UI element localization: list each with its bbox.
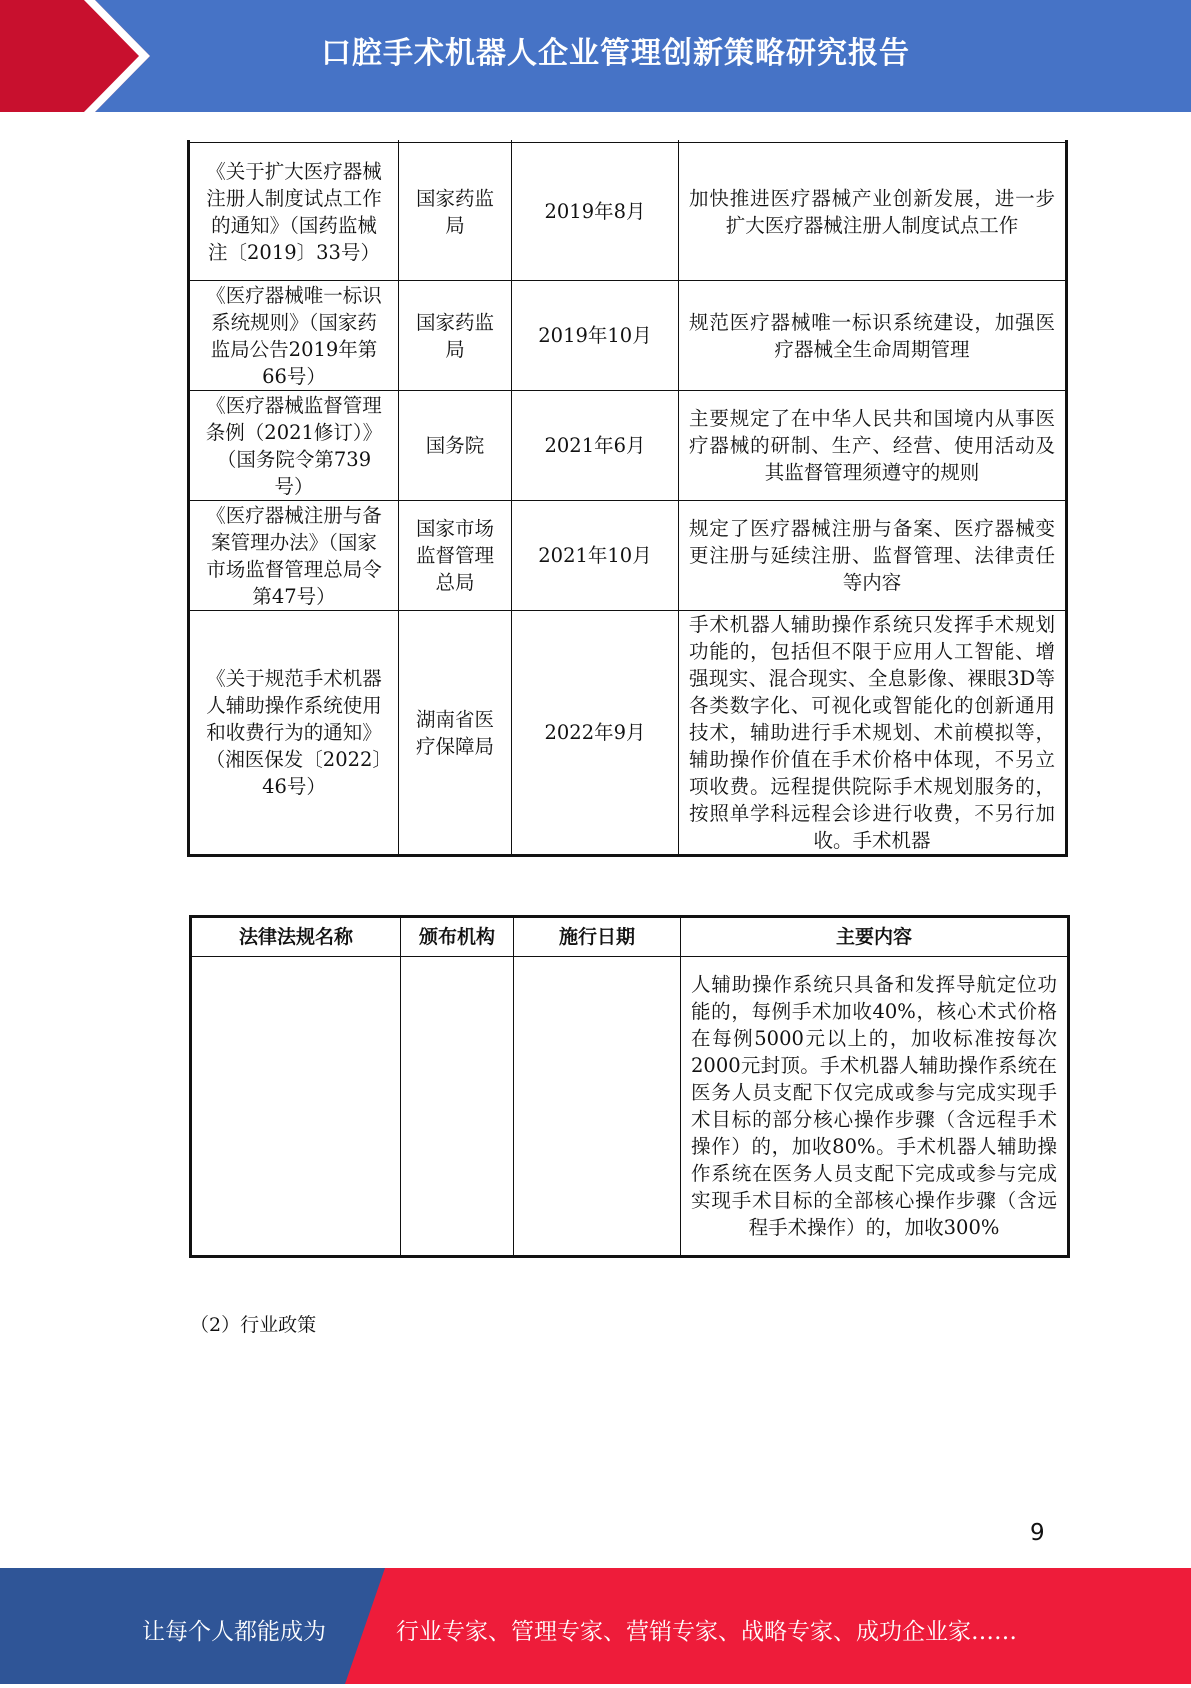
- regulations-table: [189, 915, 1070, 1258]
- table-row: [189, 501, 1067, 611]
- content-cell: 规范医疗器械唯一标识系统建设，加强医疗器械全生命周期管理: [679, 281, 1067, 391]
- table-header-row: [191, 917, 1069, 957]
- content-cell: 人辅助操作系统只具备和发挥导航定位功能的，每例手术加收40%，核心术式价格在每例5000元以上的，加收标准按每次2000元封顶。手术机器人辅助操作系统在医务人员支配下仅完成或参与完成实现手术目标的部分核心操作步骤（含远程手术操作）的，加收80%。手术机器人辅助操作系统在医务人员支配下完成或参与完成实现手术目标的全部核心操作步骤（含远程手术操作）的，加收300%: [681, 957, 1069, 1257]
- col-header-date: 施行日期: [514, 917, 681, 957]
- content-cell: 手术机器人辅助操作系统只发挥手术规划功能的，包括但不限于应用人工智能、增强现实、混合现实、全息影像、裸眼3D等各类数字化、可视化或智能化的创新通用技术，辅助进行手术规划、术前模拟等，辅助操作价值在手术价格中体现，不另立项收费。远程提供院际手术规划服务的，按照单学科远程会诊进行收费，不另行加收。手术机器: [679, 611, 1067, 856]
- table-row: [191, 957, 1069, 1257]
- table-row: [189, 281, 1067, 391]
- table-row: [189, 143, 1067, 281]
- table-row: [189, 611, 1067, 856]
- content-cell: 主要规定了在中华人民共和国境内从事医疗器械的研制、生产、经营、使用活动及其监督管理须遵守的规则: [679, 391, 1067, 501]
- footer-slogan-left: 让每个人都能成为: [142, 1619, 326, 1645]
- col-header-agency: 颁布机构: [401, 917, 514, 957]
- content-cell: 规定了医疗器械注册与备案、医疗器械变更注册与延续注册、监督管理、法律责任等内容: [679, 501, 1067, 611]
- col-header-content: 主要内容: [681, 917, 1069, 957]
- law-name-cell: 《医疗器械监督管理条例（2021修订）》（国务院令第739号）: [189, 391, 399, 501]
- date-cell: [514, 957, 681, 1257]
- date-cell: 2019年10月: [512, 281, 679, 391]
- section-heading: （2）行业政策: [190, 1314, 317, 1336]
- date-cell: 2021年6月: [512, 391, 679, 501]
- agency-cell: 湖南省医疗保障局: [399, 611, 512, 856]
- report-title: 口腔手术机器人企业管理创新策略研究报告: [321, 36, 910, 71]
- agency-cell: [401, 957, 514, 1257]
- col-header-name: 法律法规名称: [191, 917, 401, 957]
- table-row: [189, 391, 1067, 501]
- page-number: 9: [1030, 1520, 1045, 1546]
- law-name-cell: 《医疗器械注册与备案管理办法》（国家市场监督管理总局令第47号）: [189, 501, 399, 611]
- date-cell: 2022年9月: [512, 611, 679, 856]
- content-cell: 加快推进医疗器械产业创新发展，进一步扩大医疗器械注册人制度试点工作: [679, 143, 1067, 281]
- law-name-cell: 《关于规范手术机器人辅助操作系统使用和收费行为的通知》（湘医保发〔2022〕46号）: [189, 611, 399, 856]
- date-cell: 2021年10月: [512, 501, 679, 611]
- regulations-table-continued: [187, 140, 1068, 857]
- law-name-cell: 《关于扩大医疗器械注册人制度试点工作的通知》（国药监械注〔2019〕33号）: [189, 143, 399, 281]
- footer-slogan-right: 行业专家、管理专家、营销专家、战略专家、成功企业家……: [396, 1619, 1017, 1645]
- agency-cell: 国家药监局: [399, 143, 512, 281]
- date-cell: 2019年8月: [512, 143, 679, 281]
- agency-cell: 国家市场监督管理总局: [399, 501, 512, 611]
- agency-cell: 国务院: [399, 391, 512, 501]
- law-name-cell: 《医疗器械唯一标识系统规则》（国家药监局公告2019年第66号）: [189, 281, 399, 391]
- agency-cell: 国家药监局: [399, 281, 512, 391]
- page-header: [0, 0, 1191, 112]
- law-name-cell: [191, 957, 401, 1257]
